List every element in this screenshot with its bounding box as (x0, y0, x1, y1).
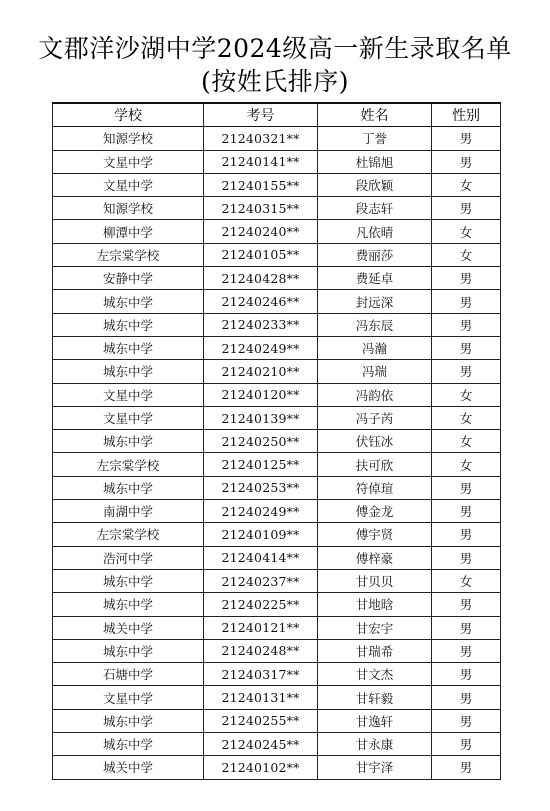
cell-gender: 男 (432, 593, 501, 616)
cell-exam-id: 21240109** (204, 523, 318, 546)
table-row (53, 127, 501, 150)
cell-gender: 男 (432, 756, 501, 779)
cell-school: 城东中学 (53, 709, 204, 732)
cell-name: 杜锦旭 (318, 150, 432, 173)
cell-gender: 男 (432, 500, 501, 523)
table-row (53, 476, 501, 499)
cell-gender: 男 (432, 360, 501, 383)
cell-school: 城东中学 (53, 336, 204, 359)
cell-name: 伏钰冰 (318, 430, 432, 453)
cell-school: 城东中学 (53, 733, 204, 756)
cell-school: 城东中学 (53, 360, 204, 383)
cell-name: 傅金龙 (318, 500, 432, 523)
cell-name: 傅梓豪 (318, 546, 432, 569)
cell-name: 傅宇贤 (318, 523, 432, 546)
table-row (53, 733, 501, 756)
cell-name: 丁誉 (318, 127, 432, 150)
header-exam-id: 考号 (204, 103, 318, 127)
cell-exam-id: 21240102** (204, 756, 318, 779)
cell-school: 城东中学 (53, 639, 204, 662)
cell-gender: 男 (432, 546, 501, 569)
cell-gender: 男 (432, 639, 501, 662)
cell-exam-id: 21240237** (204, 569, 318, 592)
cell-gender: 男 (432, 336, 501, 359)
cell-name: 甘贝贝 (318, 569, 432, 592)
cell-exam-id: 21240250** (204, 430, 318, 453)
table-row (53, 639, 501, 662)
table-row (53, 686, 501, 709)
cell-name: 甘宏宇 (318, 616, 432, 639)
cell-name: 符倬瑄 (318, 476, 432, 499)
cell-exam-id: 21240317** (204, 663, 318, 686)
table-row (53, 709, 501, 732)
cell-school: 城东中学 (53, 313, 204, 336)
cell-school: 城东中学 (53, 430, 204, 453)
table-row (53, 267, 501, 290)
cell-gender: 男 (432, 197, 501, 220)
cell-name: 甘地晗 (318, 593, 432, 616)
cell-school: 文星中学 (53, 383, 204, 406)
table-row (53, 523, 501, 546)
cell-school: 文星中学 (53, 150, 204, 173)
cell-exam-id: 21240245** (204, 733, 318, 756)
table-row (53, 150, 501, 173)
cell-name: 费延卓 (318, 267, 432, 290)
cell-exam-id: 21240248** (204, 639, 318, 662)
table-row (53, 173, 501, 196)
cell-gender: 男 (432, 523, 501, 546)
cell-exam-id: 21240233** (204, 313, 318, 336)
cell-gender: 男 (432, 709, 501, 732)
cell-school: 安静中学 (53, 267, 204, 290)
cell-school: 城关中学 (53, 616, 204, 639)
cell-gender: 男 (432, 663, 501, 686)
cell-gender: 男 (432, 616, 501, 639)
table-row (53, 546, 501, 569)
table-row (53, 453, 501, 476)
table-row (53, 360, 501, 383)
cell-school: 文星中学 (53, 406, 204, 429)
cell-exam-id: 21240249** (204, 336, 318, 359)
cell-exam-id: 21240225** (204, 593, 318, 616)
cell-name: 甘瑞希 (318, 639, 432, 662)
cell-exam-id: 21240255** (204, 709, 318, 732)
table-row (53, 593, 501, 616)
table-row (53, 616, 501, 639)
cell-exam-id: 21240321** (204, 127, 318, 150)
cell-school: 文星中学 (53, 686, 204, 709)
cell-gender: 女 (432, 220, 501, 243)
cell-gender: 男 (432, 733, 501, 756)
cell-name: 甘逸轩 (318, 709, 432, 732)
cell-exam-id: 21240428** (204, 267, 318, 290)
table-header-row (53, 103, 501, 127)
cell-school: 知源学校 (53, 197, 204, 220)
table-row (53, 756, 501, 779)
admission-list-table (52, 102, 501, 780)
cell-school: 城东中学 (53, 476, 204, 499)
cell-gender: 女 (432, 453, 501, 476)
cell-school: 城东中学 (53, 593, 204, 616)
cell-school: 文星中学 (53, 173, 204, 196)
cell-name: 凡依晴 (318, 220, 432, 243)
cell-gender: 女 (432, 406, 501, 429)
cell-school: 南湖中学 (53, 500, 204, 523)
cell-gender: 男 (432, 150, 501, 173)
cell-name: 冯韵依 (318, 383, 432, 406)
cell-name: 甘轩毅 (318, 686, 432, 709)
cell-name: 冯东辰 (318, 313, 432, 336)
table-row (53, 383, 501, 406)
header-school: 学校 (53, 103, 204, 127)
cell-gender: 男 (432, 267, 501, 290)
cell-exam-id: 21240249** (204, 500, 318, 523)
table-row (53, 197, 501, 220)
cell-exam-id: 21240210** (204, 360, 318, 383)
cell-exam-id: 21240240** (204, 220, 318, 243)
cell-name: 甘永康 (318, 733, 432, 756)
table-row (53, 406, 501, 429)
cell-gender: 男 (432, 127, 501, 150)
table-body (53, 127, 501, 779)
table-row (53, 336, 501, 359)
cell-school: 左宗棠学校 (53, 243, 204, 266)
cell-gender: 女 (432, 430, 501, 453)
cell-gender: 男 (432, 686, 501, 709)
cell-gender: 男 (432, 313, 501, 336)
cell-school: 柳潭中学 (53, 220, 204, 243)
cell-name: 甘宇泽 (318, 756, 432, 779)
cell-name: 封远深 (318, 290, 432, 313)
header-gender: 性别 (432, 103, 501, 127)
page-subtitle: (按姓氏排序) (200, 67, 349, 96)
table-row (53, 500, 501, 523)
cell-school: 浩河中学 (53, 546, 204, 569)
cell-exam-id: 21240120** (204, 383, 318, 406)
cell-name: 段欣颖 (318, 173, 432, 196)
cell-exam-id: 21240131** (204, 686, 318, 709)
cell-gender: 男 (432, 290, 501, 313)
cell-exam-id: 21240414** (204, 546, 318, 569)
header-name: 姓名 (318, 103, 432, 127)
cell-gender: 女 (432, 569, 501, 592)
cell-gender: 女 (432, 243, 501, 266)
cell-exam-id: 21240121** (204, 616, 318, 639)
table-row (53, 243, 501, 266)
cell-school: 城东中学 (53, 569, 204, 592)
cell-name: 费丽莎 (318, 243, 432, 266)
cell-school: 城东中学 (53, 290, 204, 313)
cell-name: 甘文杰 (318, 663, 432, 686)
cell-exam-id: 21240105** (204, 243, 318, 266)
cell-name: 冯瑞 (318, 360, 432, 383)
cell-exam-id: 21240141** (204, 150, 318, 173)
cell-name: 冯子芮 (318, 406, 432, 429)
cell-gender: 女 (432, 173, 501, 196)
cell-name: 段志轩 (318, 197, 432, 220)
cell-gender: 女 (432, 383, 501, 406)
cell-school: 左宗棠学校 (53, 523, 204, 546)
table-row (53, 290, 501, 313)
table-row (53, 663, 501, 686)
cell-name: 冯瀚 (318, 336, 432, 359)
cell-gender: 男 (432, 476, 501, 499)
cell-name: 扶可欣 (318, 453, 432, 476)
table-row (53, 430, 501, 453)
table-row (53, 220, 501, 243)
cell-exam-id: 21240246** (204, 290, 318, 313)
cell-exam-id: 21240155** (204, 173, 318, 196)
cell-school: 城关中学 (53, 756, 204, 779)
cell-school: 左宗棠学校 (53, 453, 204, 476)
table-row (53, 313, 501, 336)
cell-exam-id: 21240125** (204, 453, 318, 476)
cell-exam-id: 21240315** (204, 197, 318, 220)
cell-exam-id: 21240253** (204, 476, 318, 499)
table-row (53, 569, 501, 592)
cell-school: 知源学校 (53, 127, 204, 150)
cell-school: 石塘中学 (53, 663, 204, 686)
page-title: 文郡洋沙湖中学2024级高一新生录取名单 (38, 34, 512, 63)
cell-exam-id: 21240139** (204, 406, 318, 429)
